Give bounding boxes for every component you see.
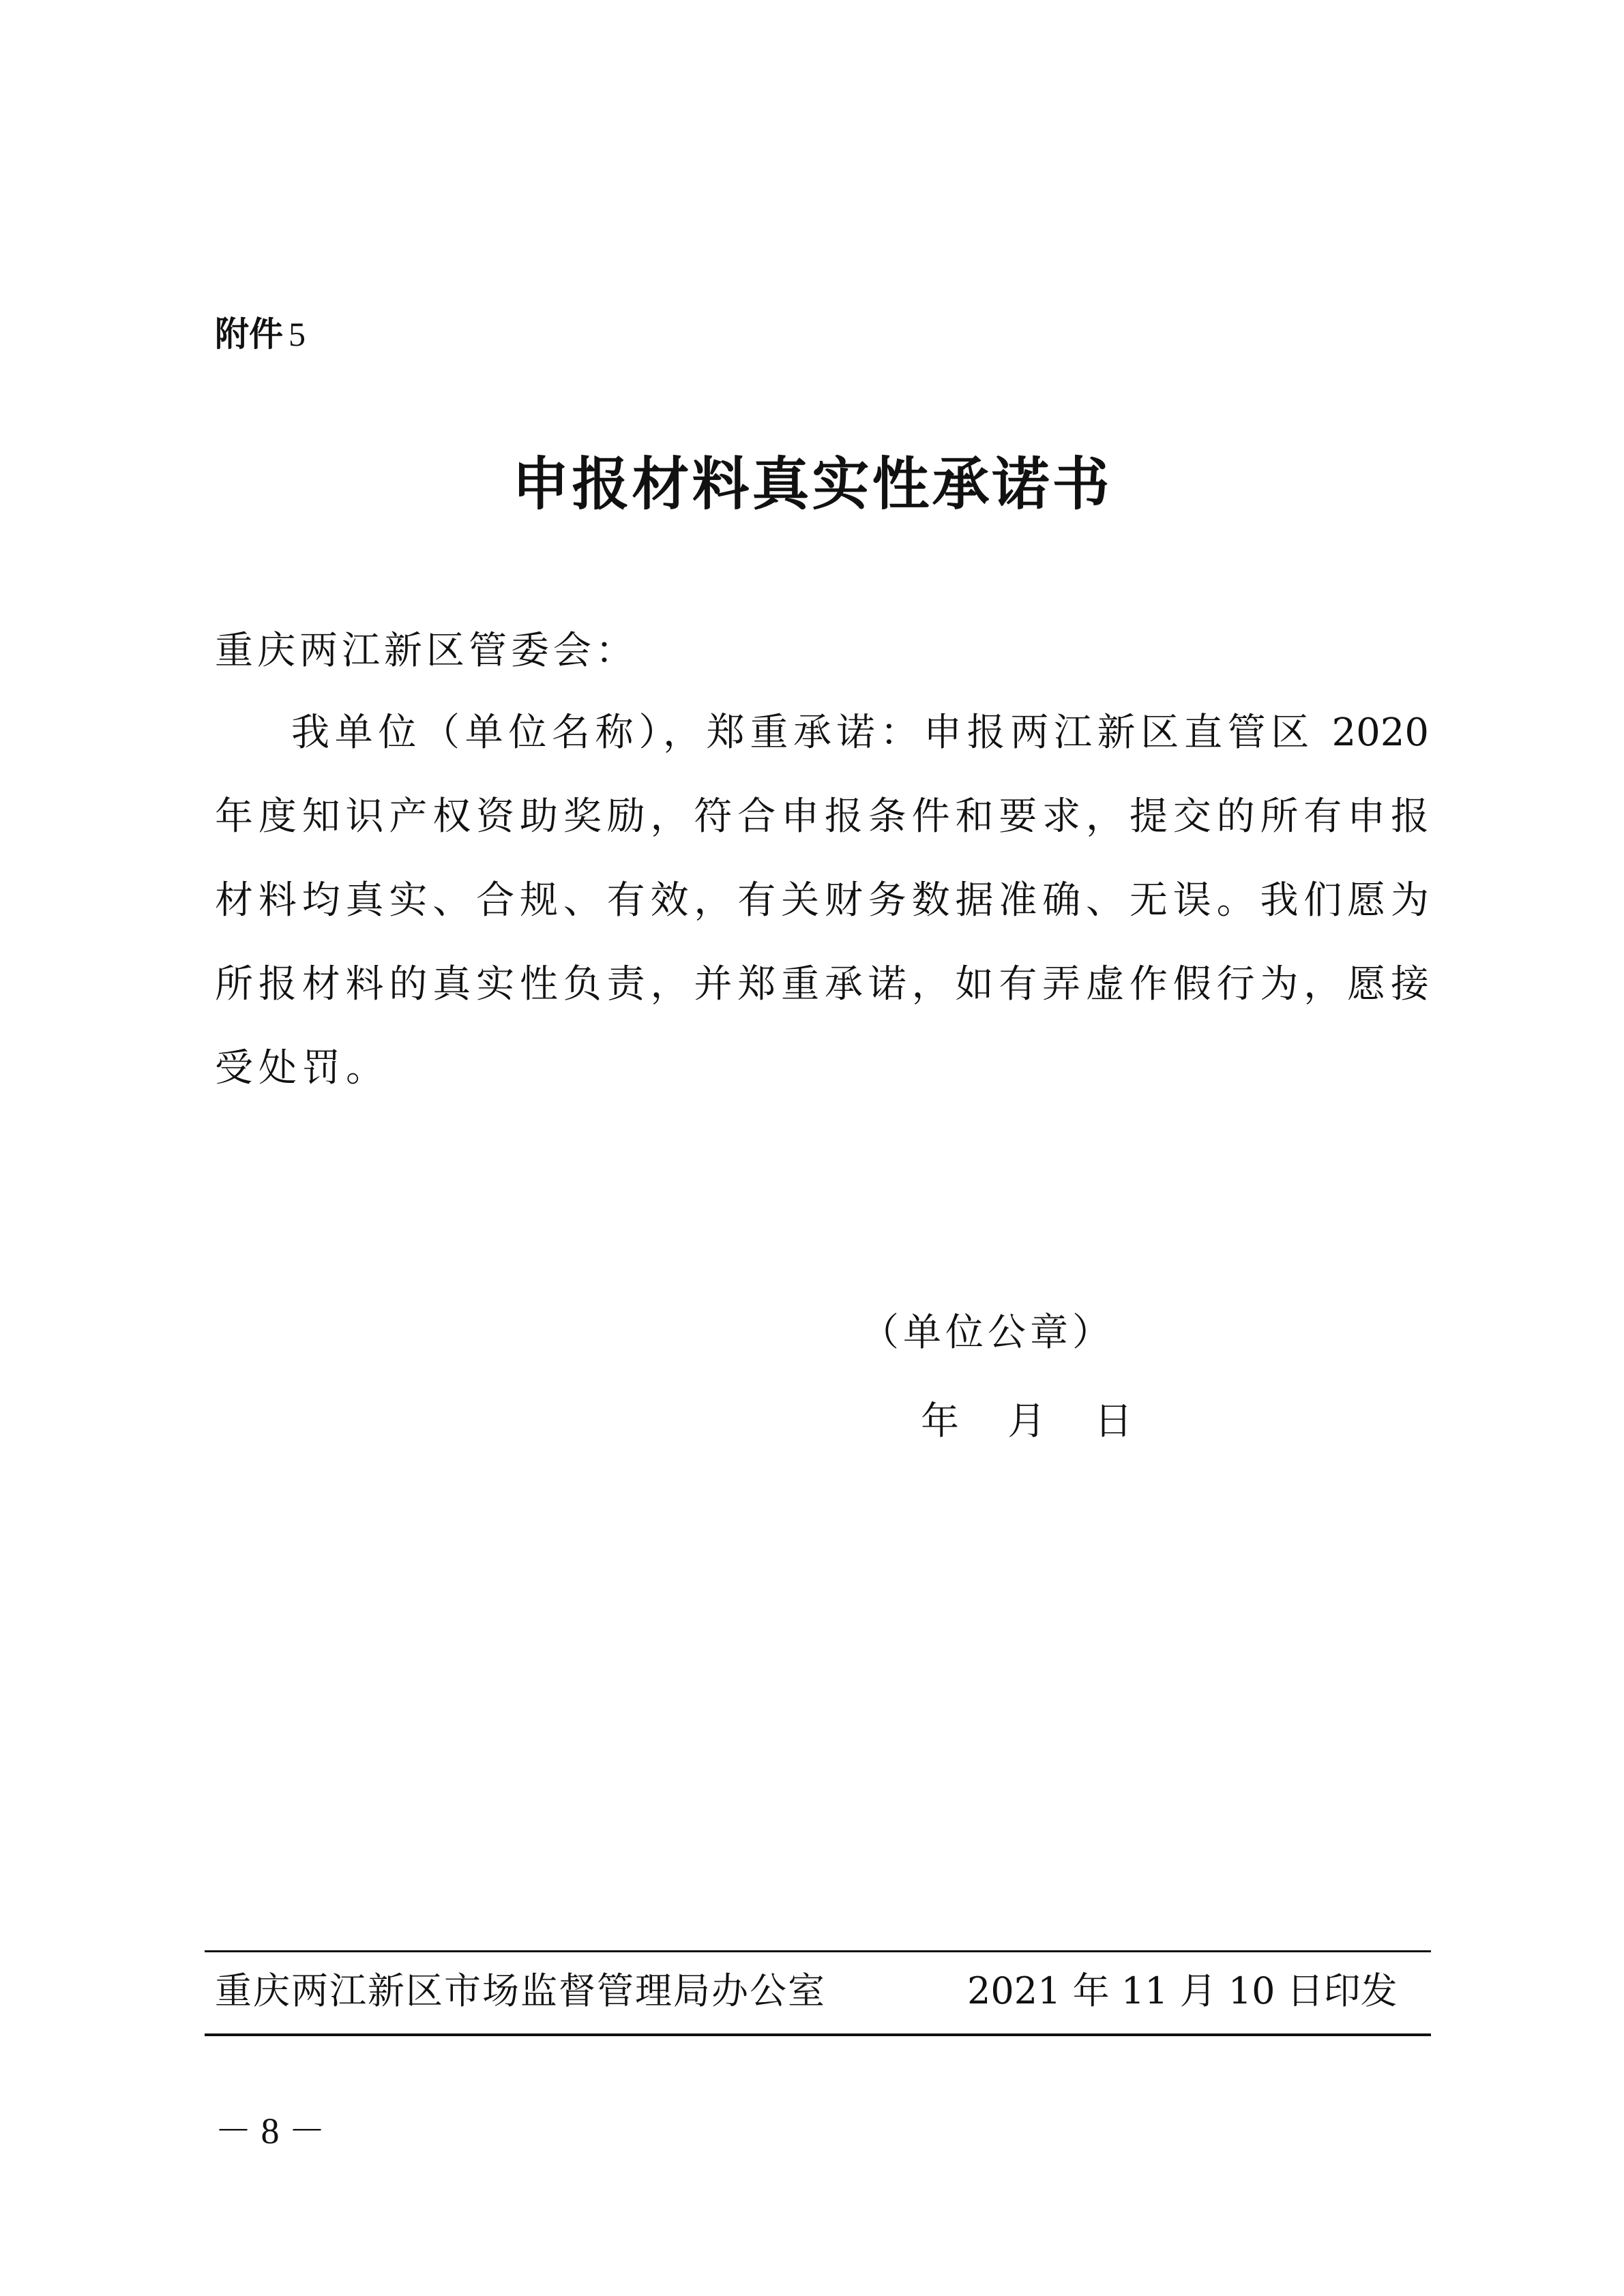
body-line-1: 我单位（单位名称），郑重承诺：申报两江新区直管区 2020 <box>291 711 1429 755</box>
document-title: 申报材料真实性承诺书 <box>512 450 1112 518</box>
footer-issuer: 重庆两江新区市场监督管理局办公室 <box>215 1969 826 2012</box>
attachment-text: 附件 <box>215 314 283 354</box>
body-line-2: 年度知识产权资助奖励，符合申报条件和要求，提交的所有申报 <box>215 794 1429 839</box>
body-line-3: 材料均真实、合规、有效，有关财务数据准确、无误。我们愿为 <box>215 878 1429 923</box>
footer-rule-bottom <box>205 2033 1431 2036</box>
footer-rule-top <box>205 1950 1431 1952</box>
attachment-label <box>215 310 306 358</box>
salutation: 重庆两江新区管委会： <box>215 629 638 673</box>
page-number: － 8 － <box>215 2111 325 2151</box>
date-line: 年 月 日 <box>921 1399 1133 1444</box>
body-line-4: 所报材料的真实性负责，并郑重承诺，如有弄虚作假行为，愿接 <box>215 962 1429 1007</box>
body-line-5: 受处罚。 <box>215 1046 389 1090</box>
footer-issue-date: 2021 年 11 月 10 日印发 <box>967 1969 1398 2012</box>
attachment-number: 5 <box>289 315 306 353</box>
seal-label: （单位公章） <box>861 1311 1114 1355</box>
